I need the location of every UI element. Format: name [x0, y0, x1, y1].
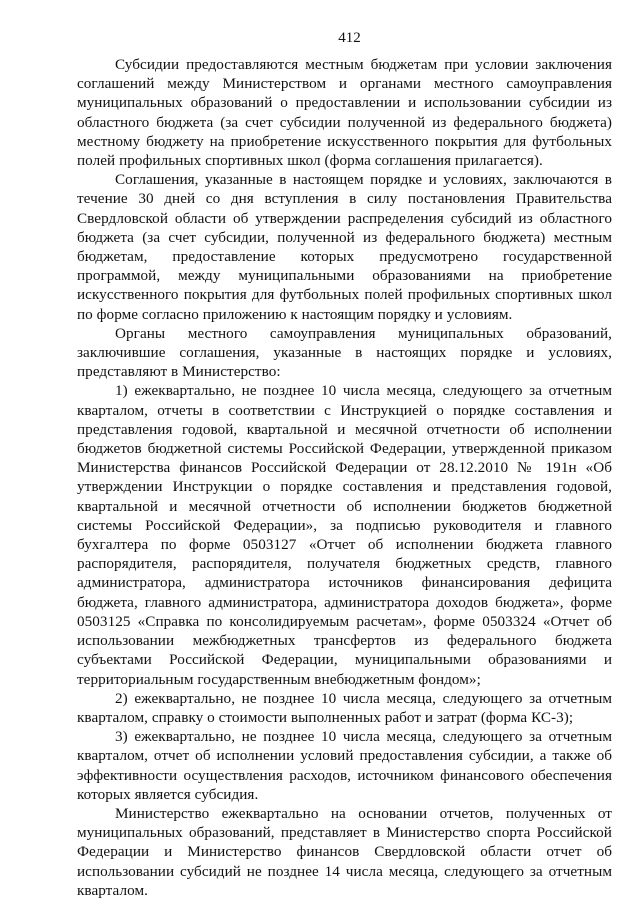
list-item-cost-certificate: 2) ежеквартально, не позднее 10 числа месяца, следующего за отчетным кварталом, справку о стоимости выполненных работ и затрат (форма КС-3);	[77, 689, 612, 726]
page-number: 412	[338, 30, 361, 46]
paragraph-agreements-term: Соглашения, указанные в настоящем порядке и условиях, заключаются в течение 30 дней со дня вступления в силу постановления Правительства Свердловской области об утверждении распределения субсидий из областного бюджета (за счет субсидии, полученной из федерального бюджета) местным бюджетам, предоставление которых предусмотрено государственной программой, между муниципальными образованиями на приобретение искусственного покрытия для футбольных полей профильных спортивных школ по форме согласно приложению к настоящим порядку и условиям.	[77, 171, 612, 323]
list-item-conditions-report: 3) ежеквартально, не позднее 10 числа месяца, следующего за отчетным кварталом, отчет об исполнении условий предоставления субсидии, а также об эффективности осуществления расходов, источником финансового обеспечения которых является субсидия.	[77, 728, 612, 803]
list-item-quarterly-reports: 1) ежеквартально, не позднее 10 числа месяца, следующего за отчетным кварталом, отчеты в соответствии с Инструкцией о порядке составления и представления годовой, квартальной и месячной отчетности об исполнении бюджетов бюджетной системы Российской Федерации, утвержденной приказом Министерства финансов Российской Федерации от 28.12.2010 № 191н «Об утверждении Инструкции о порядке составления и представления годовой, квартальной и месячной отчетности об исполнении бюджетов бюджетной системы Российской Федерации», за подписью руководителя и главного бухгалтера по форме 0503127 «Отчет об исполнении бюджета главного распорядителя, распорядителя, получателя бюджетных средств, главного администратора, администратора источников финансирования дефицита бюджета, главного администратора, администратора доходов бюджета», форме 0503125 «Справка по консолидируемым расчетам», форме 0503324 «Отчет об использовании межбюджетных трансфертов из федерального бюджета субъектами Российской Федерации, муниципальными образованиями и территориальным государственным внебюджетным фондом»;	[77, 382, 612, 688]
paragraph-subsidy-conditions: Субсидии предоставляются местным бюджетам при условии заключения соглашений между Министерством и органами местного самоуправления муниципальных образований о предоставлении и использовании субсидии из областного бюджета (за счет субсидии полученной из федерального бюджета) местному бюджету на приобретение искусственного покрытия для футбольных полей профильных спортивных школ (форма соглашения прилагается).	[77, 56, 612, 170]
paragraph-ministry-report: Министерство ежеквартально на основании отчетов, полученных от муниципальных образований, представляет в Министерство спорта Российской Федерации и Министерство финансов Свердловской области отчет об использовании субсидий не позднее 14 числа месяца, следующего за отчетным кварталом.	[77, 804, 612, 899]
paragraph-reporting-bodies: Органы местного самоуправления муниципальных образований, заключившие соглашения, указанные в настоящих порядке и условиях, представляют в Министерство:	[77, 324, 612, 381]
